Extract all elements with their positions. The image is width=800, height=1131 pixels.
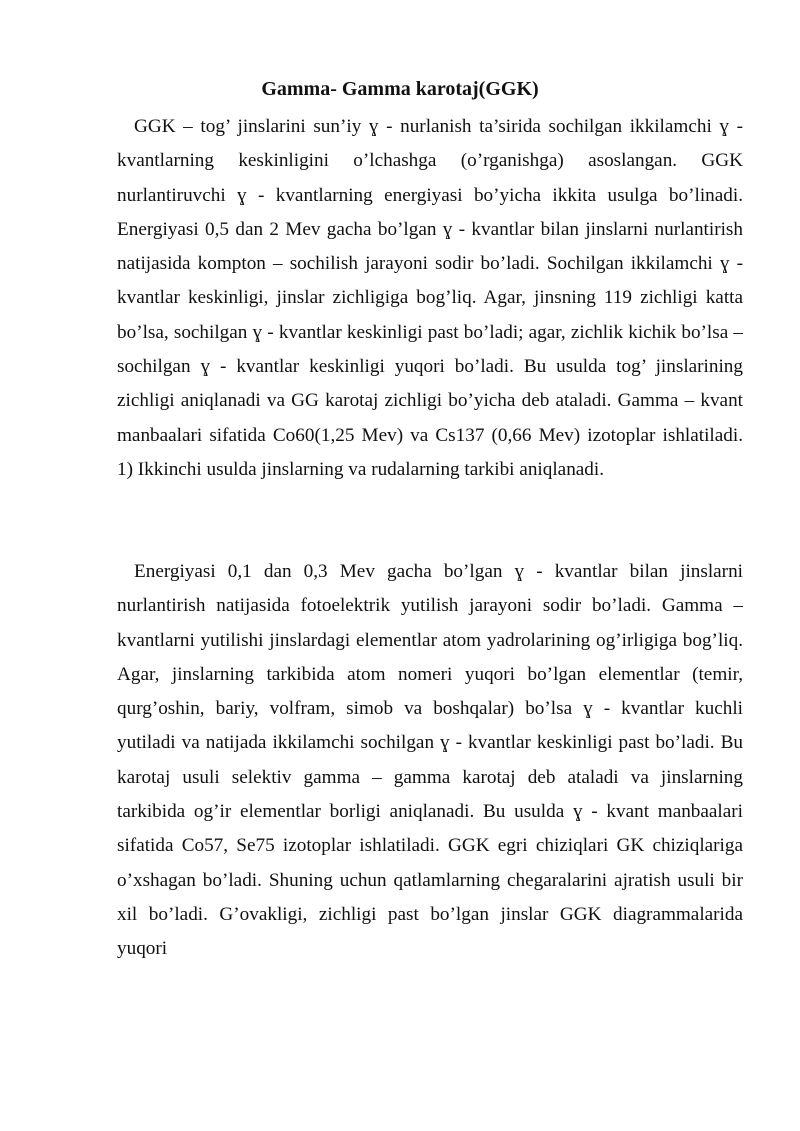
document-title: Gamma- Gamma karotaj(GGK): [261, 78, 539, 100]
paragraph-1: GGK – tog’ jinslarini sun’iy ɣ - nurlanish ta’sirida sochilgan ikkilamchi ɣ - kvantlarning keskinligini o’lchashga (o’rganishga) asoslangan. GGK nurlantiruvchi ɣ - kvantlarning energiyasi bo’yicha ikkita usulga bo’linadi. Energiyasi 0,5 dan 2 Mev gacha bo’lgan ɣ - kvantlar bilan jinslarni nurlantirish natijasida kompton – sochilish jarayoni sodir bo’ladi. Sochilgan ikkilamchi ɣ - kvantlar keskinligi, jinslar zichligiga bog’liq. Agar, jinsning 119 zichligi katta bo’lsa, sochilgan ɣ - kvantlar keskinligi past bo’ladi; agar, zichlik kichik bo’lsa – sochilgan ɣ - kvantlar keskinligi yuqori bo’ladi. Bu usulda tog’ jinslarining zichligi aniqlanadi va GG karotaj zichligi bo’yicha deb ataladi. Gamma – kvant manbaalari sifatida Co60(1,25 Mev) va Cs137 (0,66 Mev) izotoplar ishlatiladi. 1) Ikkinchi usulda jinslarning va rudalarning tarkibi aniqlanadi.: [117, 116, 743, 480]
paragraph-2: Energiyasi 0,1 dan 0,3 Mev gacha bo’lgan ɣ - kvantlar bilan jinslarni nurlantirish natijasida fotoelektrik yutilish jarayoni sodir bo’ladi. Gamma – kvantlarni yutilishi jinslardagi elementlar atom yadrolarining og’irligiga bog’liq. Agar, jinslarning tarkibida atom nomeri yuqori bo’lgan elementlar (temir, qurg’oshin, bariy, volfram, simob va boshqalar) bo’lsa ɣ - kvantlar kuchli yutiladi va natijada ikkilamchi sochilgan ɣ - kvantlar keskinligi past bo’ladi. Bu karotaj usuli selektiv gamma – gamma karotaj deb ataladi va jinslarning tarkibida og’ir elementlar borligi aniqlanadi. Bu usulda ɣ - kvant manbaalari sifatida Co57, Se75 izotoplar ishlatiladi. GGK egri chiziqlari GK chiziqlariga o’xshagan bo’ladi. Shuning uchun qatlamlarning chegaralarini ajratish usuli bir xil bo’ladi. G’ovakligi, zichligi past bo’lgan jinslar GGK diagrammalarida yuqori: [117, 561, 743, 960]
